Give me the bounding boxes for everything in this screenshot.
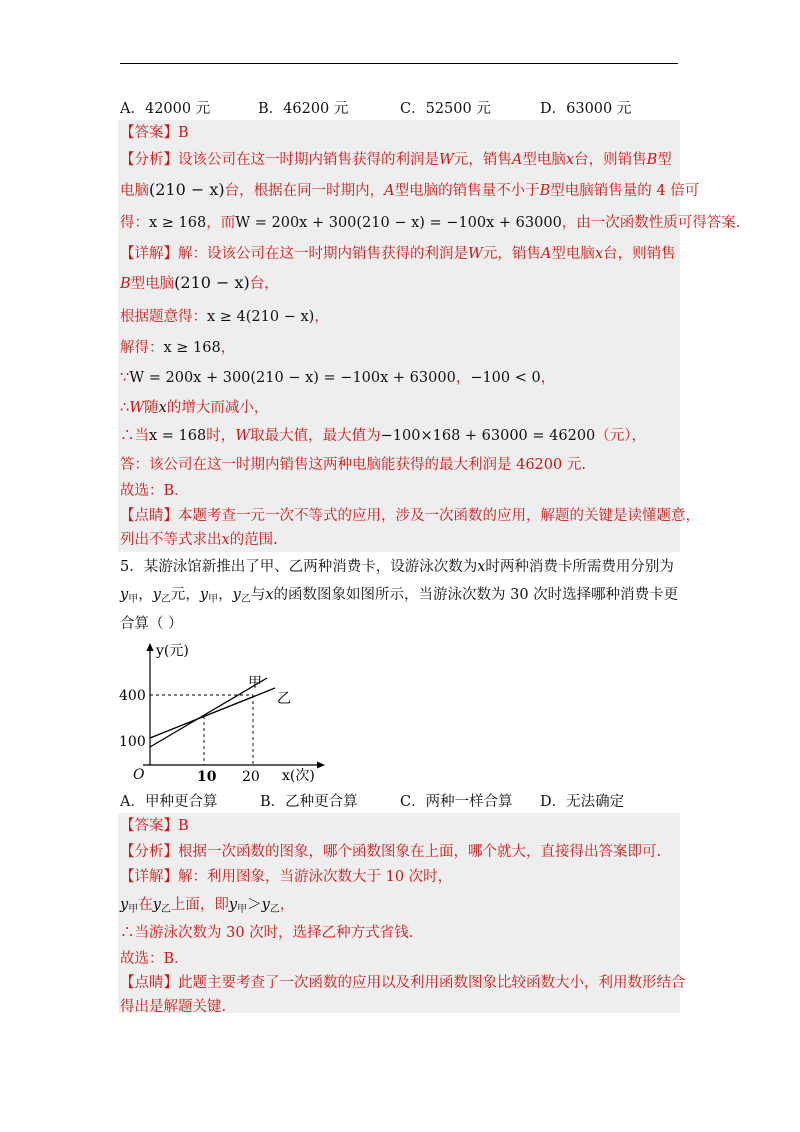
tick-x-20: 20 <box>242 769 260 785</box>
text: 的范围. <box>229 532 278 548</box>
text: 的增大而减小， <box>166 400 269 416</box>
q5-option-b: B．乙种更合算 <box>260 794 358 810</box>
q5-detail-line-1 <box>120 867 452 887</box>
label-jia: 甲 <box>248 675 262 691</box>
math-var: x <box>265 587 274 603</box>
comment-tag: 【点睛】 <box>120 508 178 524</box>
line-yi <box>150 688 275 738</box>
y-axis-label: y(元) <box>156 643 189 659</box>
q5-comment-line-1 <box>120 973 686 993</box>
math-var: y <box>120 897 129 913</box>
math-var: x <box>158 400 167 416</box>
tick-y-400: 400 <box>119 688 146 704</box>
text: 台，则销售 <box>603 246 676 262</box>
origin-label: O <box>133 767 145 783</box>
q4-option-c: C．52500 元 <box>400 101 491 117</box>
text: 设该公司在这一时期内销售获得的利润是 <box>178 152 439 168</box>
math-var: B <box>646 152 658 168</box>
q5-option-a: A．甲种更合算 <box>120 794 218 810</box>
text: 本题考查一元一次不等式的应用，涉及一次函数的应用，解题的关键是读懂题意， <box>178 508 700 524</box>
text: 电脑 <box>120 183 149 199</box>
analysis-tag: 【分析】 <box>120 152 178 168</box>
text: 上面，即 <box>170 897 229 913</box>
text: 根据题意得： <box>120 309 207 325</box>
q4-analysis-line-2 <box>120 180 699 201</box>
text: ，而 <box>206 215 236 231</box>
text: 型电脑 <box>522 152 566 168</box>
math-var: A <box>511 152 523 168</box>
q4-answer-line <box>120 123 189 143</box>
x-axis-label: x(次) <box>282 768 315 784</box>
q4-step-6: 答：该公司在这一时期内销售这两种电脑能获得的最大利润是 46200 元. <box>120 457 586 473</box>
subscript: 甲 <box>208 594 219 605</box>
math-expr: x = 168 <box>149 428 207 444</box>
q5-analysis-line <box>120 842 661 862</box>
text: ∴ <box>120 400 130 416</box>
math-var: W <box>439 152 454 168</box>
math-var: y <box>261 897 270 913</box>
math-var: y <box>152 897 161 913</box>
x-axis-arrow <box>317 762 325 769</box>
math-expr: −100×168 + 63000 = 46200 <box>380 428 596 444</box>
text: ∵ <box>120 370 130 386</box>
header-rule <box>120 63 678 64</box>
q5-detail-line-2 <box>120 895 294 920</box>
q5-stem-line-2: $y_甲$，$y_乙$元，$y_甲$，$y_乙$与x的函数图象如图所示，当游泳次数为 30 次时选择哪种消费卡更 <box>120 587 679 605</box>
text: 时， <box>206 428 236 444</box>
math-var: x <box>221 532 230 548</box>
text: ，由一次函数性质可得答案. <box>561 215 741 231</box>
q4-comment-line-1 <box>120 506 700 526</box>
subscript: 甲 <box>237 904 248 915</box>
text: ∴当 <box>120 428 149 444</box>
tick-x-10: 10 <box>197 769 217 785</box>
q4-analysis-line-3 <box>120 213 740 233</box>
detail-tag: 【详解】 <box>120 869 178 885</box>
text: 元， <box>170 587 200 603</box>
text: 与 <box>250 587 266 603</box>
q4-option-a: A．42000 元 <box>120 101 211 117</box>
text: 随 <box>144 400 159 416</box>
answer-tag: 【答案】 <box>120 818 178 834</box>
text: 型电脑销售量的 4 倍可 <box>550 183 700 199</box>
q4-option-d: D．63000 元 <box>540 101 632 117</box>
q5-comment-line-2: 得出是解题关键. <box>120 999 227 1015</box>
text: 元，销售 <box>482 246 541 262</box>
math-var: W <box>129 400 145 416</box>
analysis-tag: 【分析】 <box>120 844 178 860</box>
text: 的函数图象如图所示，当游泳次数为 30 次时选择哪种消费卡更 <box>273 587 679 603</box>
text: 此题主要考查了一次函数的应用以及利用函数图象比较函数大小，利用数形结合 <box>178 975 686 991</box>
text: 台，则销售 <box>574 152 647 168</box>
text: 型 <box>657 152 672 168</box>
detail-tag: 【详解】 <box>120 246 178 262</box>
q4-option-b: B．46200 元 <box>258 101 349 117</box>
text: 时两种消费卡所需费用分别为 <box>485 559 674 575</box>
q5-function-graph <box>115 640 335 785</box>
text: 得： <box>120 215 149 231</box>
q4-detail-line-1 <box>120 244 676 264</box>
q5-detail-line-3: ∴当游泳次数为 30 次时，选择乙种方式省钱. <box>120 925 414 941</box>
subscript: 乙 <box>240 594 251 605</box>
y-axis-arrow <box>147 643 154 651</box>
text: 列出不等式求出 <box>120 532 222 548</box>
math-expr: x ≥ 168 <box>163 340 221 356</box>
text: 5．某游泳馆新推出了甲、乙两种消费卡，设游泳次数为 <box>120 559 478 575</box>
math-var: W <box>468 246 483 262</box>
math-var: y <box>199 587 209 603</box>
math-var: A <box>384 183 395 199</box>
math-op: ＞ <box>247 897 262 913</box>
math-var: A <box>540 246 552 262</box>
subscript: 乙 <box>269 904 280 915</box>
text: （元）， <box>595 428 647 444</box>
math-var: y <box>228 897 238 913</box>
text: 在 <box>138 897 153 913</box>
subscript: 乙 <box>160 904 171 915</box>
q4-step-3: ∵W = 200x + 300(210 − x) = −100x + 63000，−100 < 0， <box>120 370 556 386</box>
math-expr: (210 − x) <box>174 273 250 292</box>
text: 解得： <box>120 340 164 356</box>
math-expr: W = 200x + 300(210 − x) = −100x + 63000 <box>235 215 562 231</box>
q4-step-4 <box>120 398 268 418</box>
answer-tag: 【答案】 <box>120 125 178 141</box>
q4-detail-line-2 <box>120 273 279 294</box>
text: 根据一次函数的图象，哪个函数图象在上面，哪个就大，直接得出答案即可. <box>178 844 662 860</box>
q4-step-2: 解得：x ≥ 168， <box>120 340 236 356</box>
q4-comment-line-2 <box>120 530 278 550</box>
q4-choose: 故选：B． <box>120 483 189 499</box>
subscript: 甲 <box>128 904 139 915</box>
math-var: B <box>120 276 131 292</box>
q5-answer-line <box>120 816 189 836</box>
text: 型电脑 <box>130 276 175 292</box>
tick-y-100: 100 <box>119 734 146 750</box>
text: 取最大值，最大值为 <box>250 428 381 444</box>
math-expr: (210 − x) <box>149 180 225 199</box>
subscript: 乙 <box>160 594 171 605</box>
q5-option-c: C．两种一样合算 <box>400 794 513 810</box>
text: 台，根据在同一时期内， <box>224 183 385 199</box>
subscript: 甲 <box>128 594 139 605</box>
math-var: y <box>120 587 129 603</box>
q4-step-5 <box>120 426 646 446</box>
label-yi: 乙 <box>277 691 291 707</box>
text: 解：利用图象，当游泳次数大于 10 次时， <box>178 869 453 885</box>
q5-choose: 故选：B． <box>120 951 189 967</box>
q4-step-1: 根据题意得：x ≥ 4(210 − x)， <box>120 309 329 325</box>
comment-tag: 【点睛】 <box>120 975 178 991</box>
q4-analysis-line-1 <box>120 150 672 170</box>
math-var: W <box>235 428 251 444</box>
math-var: x <box>594 246 604 262</box>
text: 元，销售 <box>453 152 512 168</box>
text: 解：设该公司在这一时期内销售获得的利润是 <box>178 246 468 262</box>
q5-option-d: D．无法确定 <box>540 794 625 810</box>
math-expr: W = 200x + 300(210 − x) = −100x + 63000 <box>129 370 456 386</box>
math-var: y <box>232 587 241 603</box>
answer-value: B <box>178 125 189 141</box>
q5-stem-line-1 <box>120 557 674 577</box>
math-var: y <box>152 587 161 603</box>
text: 型电脑 <box>551 246 595 262</box>
math-expr: x ≥ 168 <box>149 215 207 231</box>
math-var: x <box>565 152 575 168</box>
answer-value: B <box>178 818 189 834</box>
text: ， <box>279 897 295 913</box>
text: 台， <box>249 276 279 292</box>
math-var: x <box>477 559 486 575</box>
math-expr: x ≥ 4(210 − x) <box>207 309 315 325</box>
text: 型电脑的销售量不小于 <box>394 183 540 199</box>
math-expr: −100 < 0 <box>470 370 541 386</box>
q5-stem-line-3: 合算（ ） <box>120 616 183 632</box>
math-var: B <box>539 183 551 199</box>
